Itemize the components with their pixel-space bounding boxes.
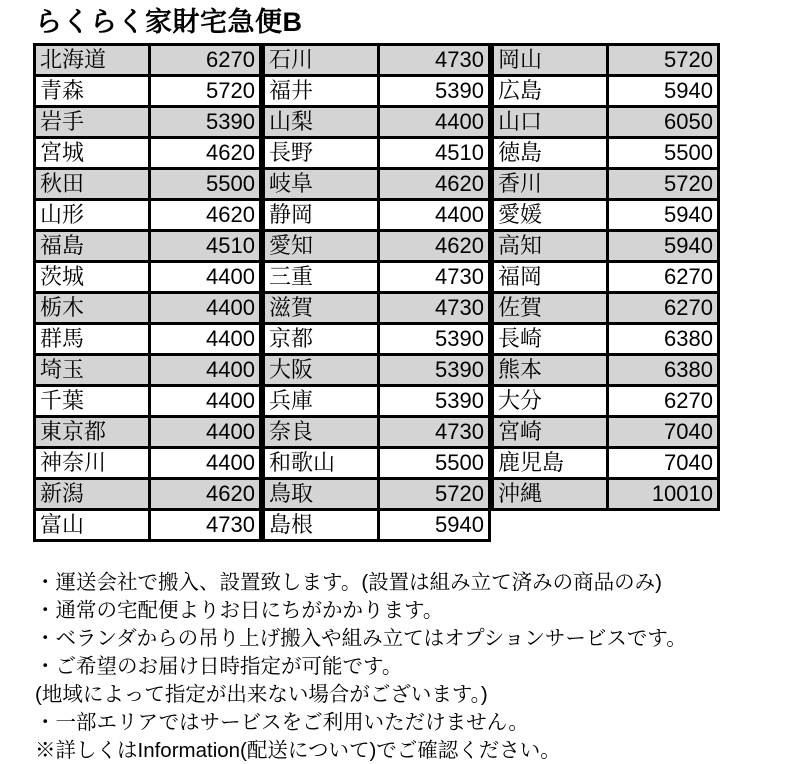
table-row	[264, 230, 490, 261]
table-row	[35, 137, 261, 168]
table-row	[493, 447, 719, 478]
prefecture-cell: 香川	[493, 168, 608, 199]
price-cell: 4400	[150, 354, 261, 385]
price-cell: 6050	[608, 106, 719, 137]
table-row	[493, 75, 719, 106]
table-row	[35, 230, 261, 261]
table-row	[264, 509, 490, 540]
prefecture-cell: 宮城	[35, 137, 150, 168]
price-cell: 5720	[379, 478, 490, 509]
prefecture-cell: 埼玉	[35, 354, 150, 385]
price-cell: 4730	[379, 44, 490, 75]
price-cell: 4730	[150, 509, 261, 540]
price-cell: 5720	[608, 44, 719, 75]
table-row	[35, 354, 261, 385]
note-line: ・通常の宅配便よりお日にちがかかります。	[35, 598, 444, 622]
table-row	[35, 168, 261, 199]
price-cell: 5940	[608, 230, 719, 261]
table-row	[264, 478, 490, 509]
note-line: ・運送会社で搬入、設置致します。(設置は組み立て済みの商品のみ)	[35, 570, 663, 594]
table-row	[264, 199, 490, 230]
price-cell: 6270	[150, 44, 261, 75]
table-row	[493, 354, 719, 385]
prefecture-cell: 北海道	[35, 44, 150, 75]
prefecture-cell: 愛知	[264, 230, 379, 261]
price-cell: 4510	[150, 230, 261, 261]
prefecture-cell: 鳥取	[264, 478, 379, 509]
table-row	[264, 75, 490, 106]
price-cell: 5940	[379, 509, 490, 540]
price-cell: 6270	[608, 261, 719, 292]
table-row	[493, 261, 719, 292]
table-row	[493, 168, 719, 199]
price-cell: 5390	[379, 75, 490, 106]
price-cell: 4400	[150, 292, 261, 323]
price-cell: 7040	[608, 416, 719, 447]
note-line: ・一部エリアではサービスをご利用いただけません。	[35, 710, 529, 734]
note-line: ・ベランダからの吊り上げ搬入や組み立てはオプションサービスです。	[35, 626, 687, 650]
table-row	[264, 261, 490, 292]
price-cell: 5390	[150, 106, 261, 137]
price-cell: 6380	[608, 354, 719, 385]
table-row	[493, 106, 719, 137]
price-cell: 4400	[150, 385, 261, 416]
prefecture-cell: 山形	[35, 199, 150, 230]
price-cell: 5500	[150, 168, 261, 199]
prefecture-cell: 石川	[264, 44, 379, 75]
price-cell: 4400	[150, 323, 261, 354]
prefecture-cell: 熊本	[493, 354, 608, 385]
prefecture-cell: 大阪	[264, 354, 379, 385]
prefecture-cell: 和歌山	[264, 447, 379, 478]
prefecture-cell: 栃木	[35, 292, 150, 323]
prefecture-cell: 東京都	[35, 416, 150, 447]
table-row	[493, 230, 719, 261]
table-row	[35, 292, 261, 323]
prefecture-cell: 宮崎	[493, 416, 608, 447]
prefecture-cell: 岡山	[493, 44, 608, 75]
prefecture-cell: 福岡	[493, 261, 608, 292]
prefecture-cell: 兵庫	[264, 385, 379, 416]
table-row	[493, 385, 719, 416]
prefecture-cell: 山梨	[264, 106, 379, 137]
price-cell: 4400	[379, 199, 490, 230]
price-cell: 10010	[608, 478, 719, 509]
prefecture-cell: 愛媛	[493, 199, 608, 230]
shipping-price-table-group	[33, 43, 800, 542]
price-cell: 4730	[379, 261, 490, 292]
price-cell: 5500	[379, 447, 490, 478]
price-cell: 5940	[608, 199, 719, 230]
price-cell: 4400	[150, 447, 261, 478]
prefecture-cell: 奈良	[264, 416, 379, 447]
prefecture-cell: 三重	[264, 261, 379, 292]
note-line: (地域によって指定が出来ない場合がございます。)	[35, 682, 488, 706]
table-row	[35, 106, 261, 137]
price-cell: 4400	[150, 261, 261, 292]
price-cell: 5940	[608, 75, 719, 106]
table-row	[264, 416, 490, 447]
prefecture-cell: 岩手	[35, 106, 150, 137]
prefecture-cell: 佐賀	[493, 292, 608, 323]
price-cell: 5390	[379, 354, 490, 385]
table-row	[493, 199, 719, 230]
price-cell: 6270	[608, 385, 719, 416]
table-row	[264, 137, 490, 168]
table-row	[264, 106, 490, 137]
table-row	[35, 75, 261, 106]
table-row	[35, 199, 261, 230]
prefecture-cell: 大分	[493, 385, 608, 416]
prefecture-cell: 福井	[264, 75, 379, 106]
note-line: ・ご希望のお届け日時指定が可能です。	[35, 654, 403, 678]
prefecture-cell: 岐阜	[264, 168, 379, 199]
prefecture-cell: 広島	[493, 75, 608, 106]
price-table-column-2	[262, 43, 491, 542]
price-cell: 4510	[379, 137, 490, 168]
prefecture-cell: 山口	[493, 106, 608, 137]
prefecture-cell: 福島	[35, 230, 150, 261]
table-row	[35, 261, 261, 292]
table-row	[35, 44, 261, 75]
prefecture-cell: 青森	[35, 75, 150, 106]
table-row	[493, 478, 719, 509]
table-row	[35, 385, 261, 416]
prefecture-cell: 京都	[264, 323, 379, 354]
price-cell: 4730	[379, 416, 490, 447]
table-row	[493, 137, 719, 168]
price-cell: 5500	[608, 137, 719, 168]
table-row	[264, 385, 490, 416]
price-cell: 4620	[150, 478, 261, 509]
price-cell: 4400	[379, 106, 490, 137]
table-row	[264, 168, 490, 199]
price-cell: 4400	[150, 416, 261, 447]
table-row	[35, 509, 261, 540]
table-row	[35, 416, 261, 447]
price-cell: 5390	[379, 323, 490, 354]
table-row	[264, 44, 490, 75]
table-row	[264, 292, 490, 323]
price-cell: 5720	[150, 75, 261, 106]
page-title: らくらく家財宅急便B	[35, 7, 303, 37]
prefecture-cell: 長野	[264, 137, 379, 168]
price-cell: 4620	[150, 137, 261, 168]
prefecture-cell: 滋賀	[264, 292, 379, 323]
table-row	[264, 447, 490, 478]
price-table-column-1	[33, 43, 262, 542]
table-row	[493, 44, 719, 75]
table-row	[35, 323, 261, 354]
price-cell: 5720	[608, 168, 719, 199]
prefecture-cell: 沖縄	[493, 478, 608, 509]
prefecture-cell: 静岡	[264, 199, 379, 230]
price-cell: 4620	[150, 199, 261, 230]
price-cell: 6380	[608, 323, 719, 354]
prefecture-cell: 島根	[264, 509, 379, 540]
note-line: ※詳しくはInformation(配送について)でご確認ください。	[35, 738, 561, 762]
prefecture-cell: 長崎	[493, 323, 608, 354]
table-row	[35, 447, 261, 478]
price-cell: 5390	[379, 385, 490, 416]
prefecture-cell: 神奈川	[35, 447, 150, 478]
prefecture-cell: 群馬	[35, 323, 150, 354]
prefecture-cell: 富山	[35, 509, 150, 540]
prefecture-cell: 新潟	[35, 478, 150, 509]
price-cell: 4620	[379, 168, 490, 199]
table-row	[35, 478, 261, 509]
prefecture-cell: 千葉	[35, 385, 150, 416]
price-cell: 7040	[608, 447, 719, 478]
delivery-notes	[35, 569, 800, 764]
table-row	[493, 416, 719, 447]
price-cell: 4620	[379, 230, 490, 261]
table-row	[264, 323, 490, 354]
table-row	[493, 292, 719, 323]
prefecture-cell: 徳島	[493, 137, 608, 168]
price-cell: 4730	[379, 292, 490, 323]
prefecture-cell: 高知	[493, 230, 608, 261]
prefecture-cell: 茨城	[35, 261, 150, 292]
prefecture-cell: 秋田	[35, 168, 150, 199]
table-row	[493, 323, 719, 354]
table-row	[264, 354, 490, 385]
prefecture-cell: 鹿児島	[493, 447, 608, 478]
price-table-column-3	[491, 43, 720, 511]
price-cell: 6270	[608, 292, 719, 323]
